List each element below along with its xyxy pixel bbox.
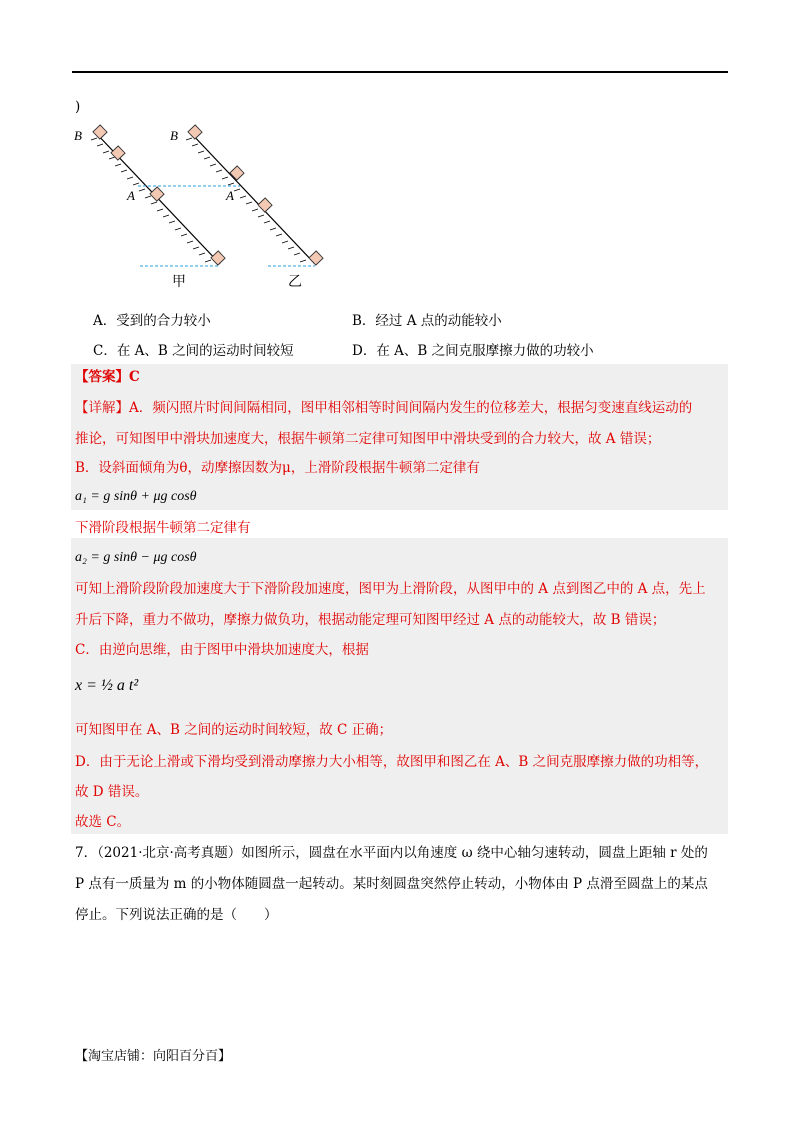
question-7-line-2: P 点有一质量为 m 的小物体随圆盘一起转动。某时刻圆盘突然停止转动，小物体由 P 点滑至圆盘上的某点 <box>75 876 708 892</box>
question-7-line-3: 停止。下列说法正确的是（ ） <box>75 907 278 923</box>
caption-jia: 甲 <box>172 275 186 290</box>
explanation-line-10: 故 D 错误。 <box>75 784 149 800</box>
explanation-line-4: 下滑阶段根据牛顿第二定律有 <box>75 520 251 536</box>
option-d: D．在 A、B 之间克服摩擦力做的功较小 <box>352 343 594 359</box>
option-b: B．经过 A 点的动能较小 <box>352 313 502 329</box>
label-b-right: B <box>170 128 178 143</box>
explanation-line-8: 可知图甲在 A、B 之间的运动时间较短，故 C 正确； <box>75 722 393 738</box>
explanation-line-9: D．由于无论上滑或下滑均受到滑动摩擦力大小相等，故图甲和图乙在 A、B 之间克服摩擦力做的功相等， <box>75 754 709 770</box>
caption-yi: 乙 <box>288 275 302 290</box>
label-b-left: B <box>74 128 82 143</box>
incline-figure <box>70 120 340 295</box>
explanation-line-7: C．由逆向思维，由于图甲中滑块加速度大，根据 <box>75 642 369 658</box>
label-a-right: A <box>226 188 234 203</box>
equation-a1: a₁ = g sinθ + μg cosθ <box>75 489 197 504</box>
question-7-line-1: 7．（2021·北京·高考真题）如图所示，圆盘在水平面内以角速度 ω 绕中心轴匀速转动，圆盘上距轴 r 处的 <box>75 845 708 861</box>
equation-x: x = ½ a t² <box>75 677 139 694</box>
footer-shop: 【淘宝店铺：向阳百分百】 <box>75 1049 232 1064</box>
option-c: C．在 A、B 之间的运动时间较短 <box>93 343 294 359</box>
answer-label: 【答案】C <box>75 369 140 385</box>
equation-a2: a₂ = g sinθ − μg cosθ <box>75 550 197 565</box>
explanation-line-1: 【详解】A．频闪照片时间间隔相同，图甲相邻相等时间间隔内发生的位移差大，根据匀变速直线运动的 <box>75 400 693 416</box>
explanation-line-11: 故选 C。 <box>75 814 131 830</box>
explanation-line-3: B．设斜面倾角为θ，动摩擦因数为μ，上滑阶段根据牛顿第二定律有 <box>75 460 480 476</box>
header-rule <box>72 71 728 73</box>
question-tail: ) <box>75 99 81 115</box>
explanation-line-2: 推论，可知图甲中滑块加速度大，根据牛顿第二定律可知图甲中滑块受到的合力较大，故 A 错误； <box>75 431 661 447</box>
label-a-left: A <box>127 188 135 203</box>
explanation-line-6: 升后下降，重力不做功，摩擦力做负功，根据动能定理可知图甲经过 A 点的动能较大，故 B 错误； <box>75 612 666 628</box>
option-a: A．受到的合力较小 <box>93 313 211 329</box>
explanation-line-5: 可知上滑阶段阶段加速度大于下滑阶段加速度，图甲为上滑阶段，从图甲中的 A 点到图乙中的 A 点，先上 <box>75 581 706 597</box>
